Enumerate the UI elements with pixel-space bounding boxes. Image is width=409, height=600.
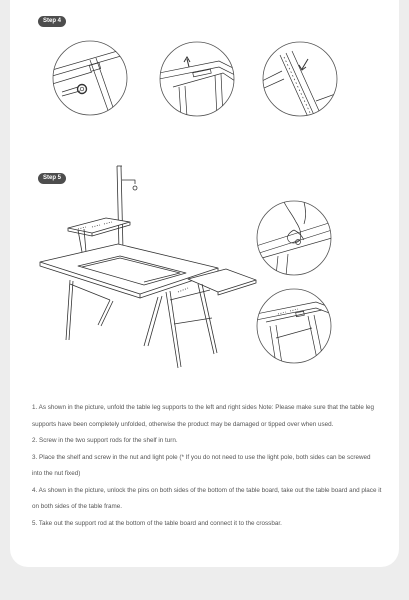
instruction-item: 1. As shown in the picture, unfold the table leg supports to the left and right sides Note: Please make sure that the table leg supports have been completely unfolded, otherwise the product may be damaged or tipped over when used.	[32, 404, 374, 428]
step-4-detail-3	[262, 41, 338, 117]
instruction-list	[32, 400, 382, 532]
step-5-detail-1	[256, 200, 332, 276]
instruction-item: 5. Take out the support rod at the bottom of the table board and connect it to the crossbar.	[32, 519, 282, 527]
step-5-detail-2	[256, 288, 332, 364]
instruction-item: 3. Place the shelf and screw in the nut and light pole (* If you do not need to use the light pole, both sides can be screwed into the nut fixed)	[32, 453, 371, 477]
instruction-item: 2. Screw in the two support rods for the shelf in turn.	[32, 437, 178, 444]
step-4-detail-1	[52, 40, 128, 116]
step-4-badge: Step 4	[38, 16, 66, 27]
step-5-badge: Step 5	[38, 173, 66, 184]
table-assembly-illustration	[38, 160, 258, 375]
step-4-detail-2	[159, 41, 235, 117]
instruction-item: 4. As shown in the picture, unlock the pins on both sides of the bottom of the table board, take out the table board and place it on both sides of the table frame.	[32, 486, 382, 510]
